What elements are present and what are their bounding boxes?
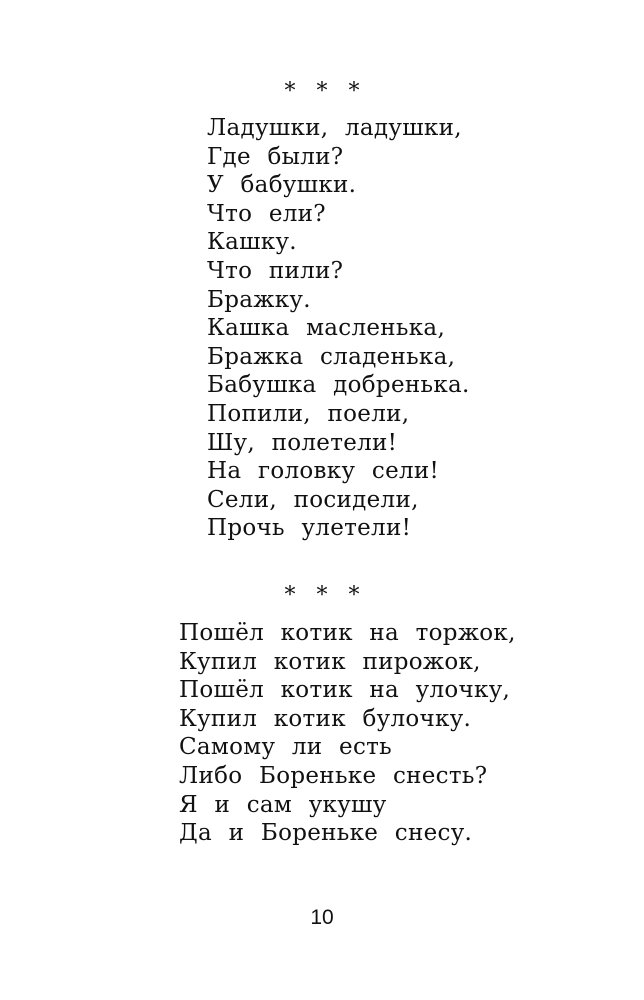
poem-line: Пошёл котик на улочку, — [179, 677, 511, 704]
poem-line: Прочь улетели! — [207, 515, 412, 542]
poem-line: Попили, поели, — [207, 400, 410, 427]
poem-divider: * * * — [284, 583, 360, 608]
poem-line: Бабушка добренька. — [207, 372, 470, 399]
page-number: 10 — [310, 906, 334, 929]
poem-line: Бражка сладенька, — [207, 343, 456, 370]
poem-divider: * * * — [284, 79, 360, 104]
poem-line: Купил котик пирожок, — [179, 648, 481, 675]
poem-line: Ладушки, ладушки, — [207, 115, 462, 141]
poem-line: Купил котик булочку. — [179, 705, 472, 732]
poem-line: Либо Бореньке снесть? — [179, 762, 488, 789]
poem-line: Что пили? — [207, 257, 344, 284]
poem-ladushki — [207, 114, 470, 543]
poem-line: Кашку. — [207, 229, 297, 256]
poem-line: Бражку. — [207, 286, 311, 313]
poem-line: Пошёл котик на торжок, — [179, 620, 516, 646]
poem-line: У бабушки. — [207, 172, 357, 199]
poem-line: Да и Бореньке снесу. — [179, 820, 473, 847]
poem-line: Где были? — [207, 143, 344, 170]
poem-line: Кашка масленька, — [207, 315, 446, 342]
poem-kotik — [179, 619, 516, 848]
poem-line: На головку сели! — [207, 458, 440, 485]
poem-line: Сели, посидели, — [207, 486, 419, 513]
poem-line: Что ели? — [207, 200, 326, 227]
poem-line: Самому ли есть — [179, 734, 392, 761]
poem-line: Шу, полетели! — [207, 429, 398, 456]
poem-line: Я и сам укушу — [179, 791, 387, 818]
